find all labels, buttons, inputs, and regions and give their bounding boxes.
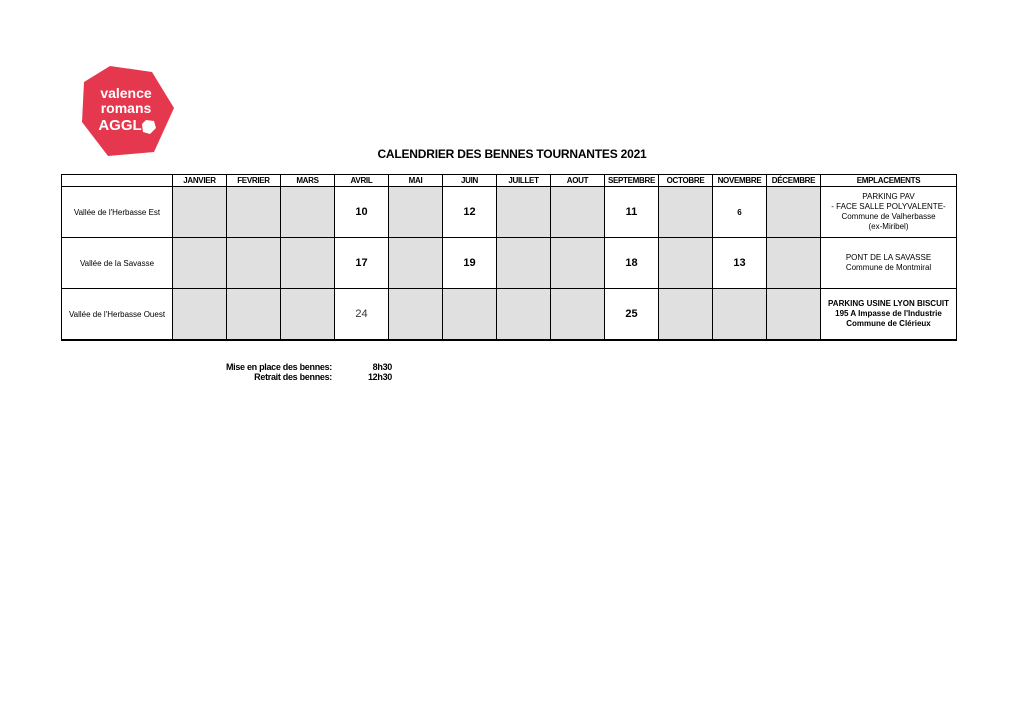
empty-cell bbox=[767, 289, 821, 341]
column-header-aout: AOUT bbox=[551, 175, 605, 187]
column-header-septembre: SEPTEMBRE bbox=[605, 175, 659, 187]
empty-cell bbox=[389, 238, 443, 289]
empty-cell bbox=[659, 238, 713, 289]
empty-cell bbox=[173, 187, 227, 238]
location-cell bbox=[821, 289, 957, 341]
empty-cell bbox=[659, 187, 713, 238]
column-header-decembre: DÉCEMBRE bbox=[767, 175, 821, 187]
column-header-octobre: OCTOBRE bbox=[659, 175, 713, 187]
empty-cell bbox=[227, 289, 281, 341]
calendar-table bbox=[61, 174, 957, 341]
location-line: (ex-Miribel) bbox=[868, 222, 909, 231]
svg-text:valence: valence bbox=[100, 85, 152, 101]
date-cell: 11 bbox=[605, 187, 659, 238]
empty-cell bbox=[767, 238, 821, 289]
empty-cell bbox=[659, 289, 713, 341]
location-cell bbox=[821, 238, 957, 289]
empty-cell bbox=[389, 187, 443, 238]
valence-romans-agglo-logo bbox=[80, 64, 174, 158]
column-header-juin: JUIN bbox=[443, 175, 497, 187]
location-cell bbox=[821, 187, 957, 238]
row-label: Vallée de l'Herbasse Est bbox=[62, 187, 173, 238]
removal-time: 12h30 bbox=[367, 372, 392, 382]
date-cell: 10 bbox=[335, 187, 389, 238]
empty-cell bbox=[497, 238, 551, 289]
empty-cell bbox=[281, 238, 335, 289]
column-header-emplacements: EMPLACEMENTS bbox=[821, 175, 957, 187]
empty-cell bbox=[281, 289, 335, 341]
column-header-janvier: JANVIER bbox=[173, 175, 227, 187]
setup-row bbox=[210, 362, 392, 372]
setup-time: 8h30 bbox=[372, 362, 392, 372]
empty-cell bbox=[389, 289, 443, 341]
header-row bbox=[62, 175, 957, 187]
column-header-novembre: NOVEMBRE bbox=[713, 175, 767, 187]
date-cell: 24 bbox=[335, 289, 389, 341]
empty-cell bbox=[767, 187, 821, 238]
date-cell: 18 bbox=[605, 238, 659, 289]
page-title: CALENDRIER DES BENNES TOURNANTES 2021 bbox=[377, 147, 647, 161]
removal-row bbox=[210, 372, 392, 382]
column-header-empty bbox=[62, 175, 173, 187]
empty-cell bbox=[551, 187, 605, 238]
removal-label: Retrait des bennes: bbox=[254, 372, 332, 382]
schedule-info bbox=[210, 362, 392, 382]
empty-cell bbox=[497, 289, 551, 341]
date-cell: 17 bbox=[335, 238, 389, 289]
column-header-mai: MAI bbox=[389, 175, 443, 187]
empty-cell bbox=[713, 289, 767, 341]
svg-text:AGGL: AGGL bbox=[98, 117, 142, 134]
location-line: PARKING PAV bbox=[862, 192, 915, 201]
date-cell: 12 bbox=[443, 187, 497, 238]
date-cell: 25 bbox=[605, 289, 659, 341]
location-line: - FACE SALLE POLYVALENTE- bbox=[831, 202, 946, 211]
column-header-juillet: JUILLET bbox=[497, 175, 551, 187]
empty-cell bbox=[551, 289, 605, 341]
location-line: PARKING USINE LYON BISCUIT bbox=[828, 299, 949, 308]
location-line: Commune de Valherbasse bbox=[841, 212, 936, 221]
column-header-mars: MARS bbox=[281, 175, 335, 187]
column-header-avril: AVRIL bbox=[335, 175, 389, 187]
column-header-fevrier: FEVRIER bbox=[227, 175, 281, 187]
empty-cell bbox=[227, 238, 281, 289]
row-label: Vallée de la Savasse bbox=[62, 238, 173, 289]
empty-cell bbox=[227, 187, 281, 238]
location-line: Commune de Montmiral bbox=[845, 263, 932, 272]
row-label: Vallée de l'Herbasse Ouest bbox=[62, 289, 173, 341]
date-cell: 19 bbox=[443, 238, 497, 289]
setup-label: Mise en place des bennes: bbox=[225, 362, 332, 372]
empty-cell bbox=[173, 238, 227, 289]
table-row bbox=[62, 289, 957, 341]
location-line: 195 A Impasse de l'Industrie bbox=[835, 309, 942, 318]
table-row bbox=[62, 238, 957, 289]
svg-text:romans: romans bbox=[100, 100, 152, 116]
table-row bbox=[62, 187, 957, 238]
empty-cell bbox=[281, 187, 335, 238]
date-cell: 13 bbox=[713, 238, 767, 289]
empty-cell bbox=[551, 238, 605, 289]
date-cell: 6 bbox=[713, 187, 767, 238]
location-line: PONT DE LA SAVASSE bbox=[845, 253, 932, 262]
location-line: Commune de Clérieux bbox=[846, 319, 931, 328]
empty-cell bbox=[497, 187, 551, 238]
empty-cell bbox=[173, 289, 227, 341]
empty-cell bbox=[443, 289, 497, 341]
